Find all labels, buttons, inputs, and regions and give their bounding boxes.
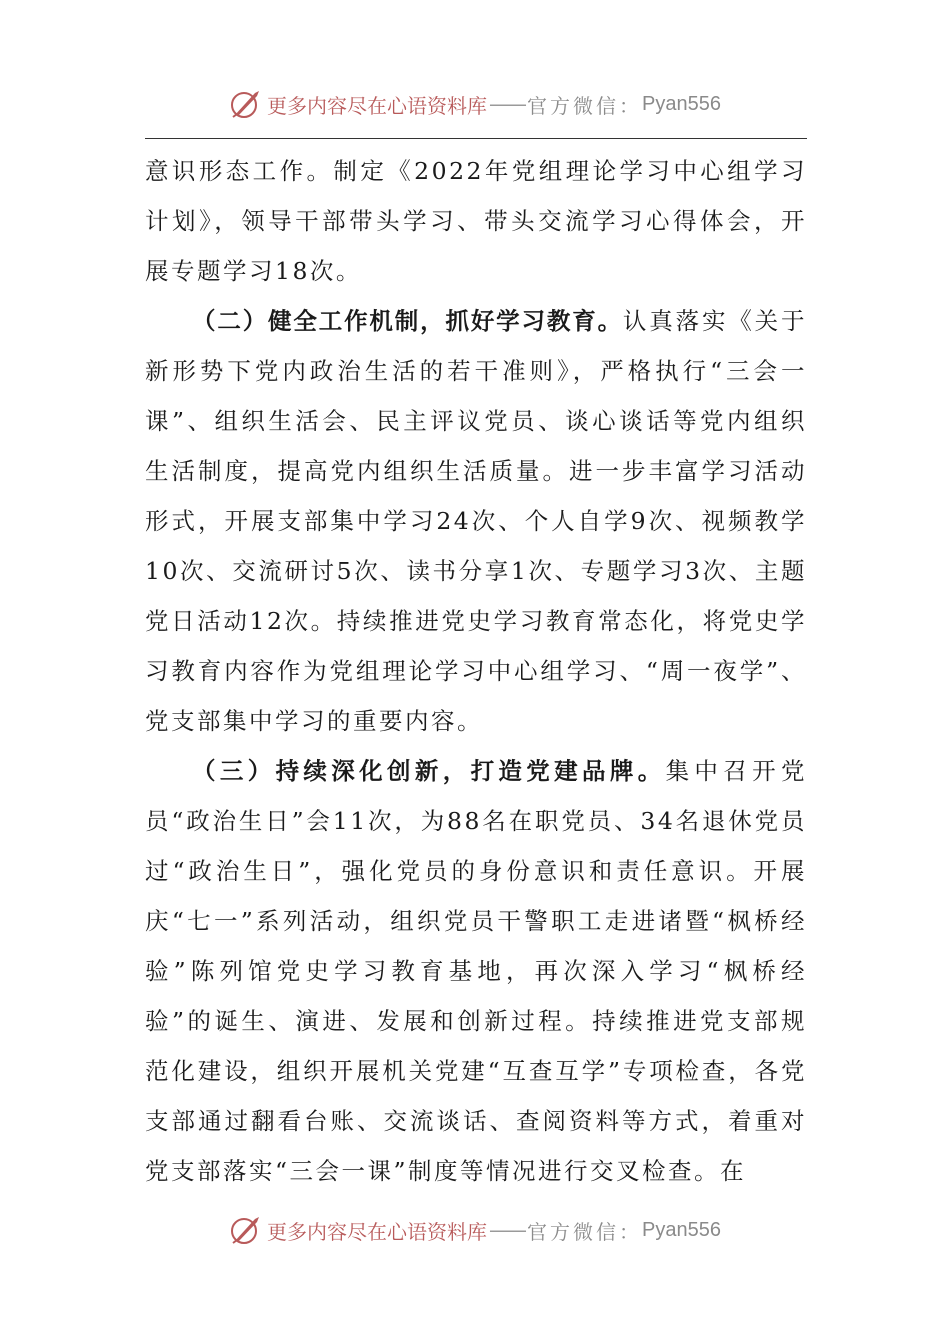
banner-wechat-id: Pyan556 — [642, 1218, 721, 1241]
section-heading-3: （三）持续深化创新，打造党建品牌。 — [192, 757, 666, 785]
paragraph-2 — [145, 296, 807, 746]
header-rule — [145, 138, 807, 139]
banner-separator: —— — [489, 1218, 526, 1242]
paragraph-2-text: 认真落实《关于新形势下党内政治生活的若干准则》，严格执行“三会一课”、组织生活会、民主评议党员、谈心谈话等党内组织生活制度，提高党内组织生活质量。进一步丰富学习活动形式，开展支部集中学习24次、个人自学9次、视频教学10次、交流研讨5次、读书分享1次、专题学习3次、主题党日活动12次。持续推进党史学习教育常态化，将党史学习教育内容作为党组理论学习中心组学习、“周一夜学”、党支部集中学习的重要内容。 — [145, 307, 808, 735]
quill-pen-icon — [229, 87, 263, 121]
banner-wechat-id: Pyan556 — [642, 92, 721, 115]
paragraph-3 — [145, 746, 807, 1196]
banner-separator: —— — [489, 92, 526, 116]
section-heading-2: （二）健全工作机制，抓好学习教育。 — [192, 307, 623, 335]
banner-official: 官方微信： — [527, 93, 643, 118]
banner-official: 官方微信： — [527, 1219, 643, 1244]
footer-banner — [0, 1210, 950, 1250]
quill-pen-icon — [229, 1213, 263, 1247]
paragraph-3-text: 集中召开党员“政治生日”会11次，为88名在职党员、34名退休党员过“政治生日”，强化党员的身份意识和责任意识。开展庆“七一”系列活动，组织党员干警职工走进诸暨“枫桥经验”陈列馆党史学习教育基地，再次深入学习“枫桥经验”的诞生、演进、发展和创新过程。持续推进党支部规范化建设，组织开展机关党建“互查互学”专项检查，各党支部通过翻看台账、交流谈话、查阅资料等方式，着重对党支部落实“三会一课”制度等情况进行交叉检查。在 — [145, 757, 808, 1185]
paragraph-1: 意识形态工作。制定《2022年党组理论学习中心组学习计划》，领导干部带头学习、带头交流学习心得体会，开展专题学习18次。 — [145, 157, 807, 285]
document-body — [145, 146, 807, 1196]
banner-text: 更多内容尽在心语资料库 — [267, 1219, 488, 1244]
banner-text: 更多内容尽在心语资料库 — [267, 93, 488, 118]
header-banner — [0, 84, 950, 124]
